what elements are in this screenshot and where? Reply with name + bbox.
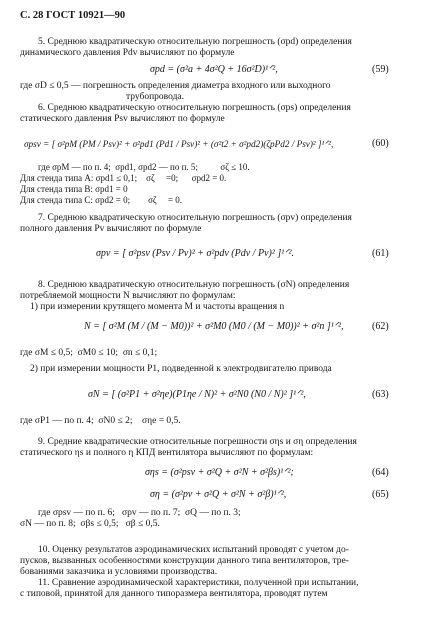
para8-line6: где σP1 — по п. 4; σN0 ≤ 2; σηe = 0,5.	[20, 416, 181, 426]
para10-line1: 10. Оценку результатов аэродинамических испытаний проводят с учетом до-	[38, 545, 349, 555]
para9-line1: 9. Средние квадратические относительные погрешности σηs и ση определения	[38, 437, 357, 447]
formula-65-number: (65)	[372, 489, 389, 500]
para8-line5: 2) при измерении мощности P1, подведенной к электродвигателю привода	[30, 364, 332, 374]
formula-64-number: (64)	[372, 467, 389, 478]
formula-65: ση = (σ²pv + σ²Q + σ²N + σ²β)¹ᐟ²,	[150, 489, 287, 500]
page-header: С. 28 ГОСТ 10921—90	[20, 10, 126, 21]
formula-61: σpv = [ σ²psv (Psv / Pv)² + σ²pdv (Pdv / Pv)² ]¹ᐟ².	[96, 248, 294, 259]
para5-line4: трубопровода.	[126, 92, 185, 102]
para5-line1: 5. Среднюю квадратическую относительную погрешность (σpd) определения	[38, 37, 352, 47]
para10-line2: пусков, вызванных особенностями конструкции данного типа вентиляторов, тре-	[20, 556, 349, 566]
formula-63: σN = [ (σ²P1 + σ²ηe)(P1ηe / N)² + σ²N0 (N0 / N)² ]¹ᐟ²,	[88, 389, 306, 400]
para5-line3: где σD ≤ 0,5 — погрешность определения диаметра входного или выходного	[20, 81, 331, 91]
para8-line4: где σM ≤ 0,5; σM0 ≤ 10; σn ≤ 0,1;	[20, 348, 158, 358]
para6-line4: Для стенда типа А: σpd1 ≤ 0,1; σζ =0; σpd2 = 0.	[20, 173, 227, 183]
para7-line1: 7. Среднюю квадратическую относительную погрешность (σpv) определения	[38, 213, 352, 223]
para8-line2: потребляемой мощности N вычисляют по формулам:	[20, 291, 236, 301]
para10-line3: бованиями заказчика и условиями производства.	[20, 567, 218, 577]
para6-line1: 6. Среднюю квадратическую относительную погрешность (σps) определения	[38, 103, 351, 113]
formula-59-number: (59)	[372, 64, 389, 75]
formula-60-number: (60)	[372, 138, 389, 149]
para6-line5: Для стенда типа В: σpd1 = 0	[20, 184, 128, 194]
formula-59: σpd = (σ²a + 4σ²Q + 16σ²D)¹ᐟ²,	[150, 64, 278, 75]
formula-61-number: (61)	[372, 248, 389, 259]
para7-line2: полного давления Pv вычисляют по формуле	[20, 224, 202, 234]
para9-line3: где σpsv — по п. 6; σpv — по п. 7; σQ — по п. 3;	[38, 508, 241, 518]
para9-line2: статического ηs и полного η КПД вентилятора вычисляют по формулам:	[20, 448, 314, 458]
formula-62: N = [ σ²M (M / (M − M0))² + σ²M0 (M0 / (M − M0))² + σ²n ]¹ᐟ²,	[84, 321, 344, 332]
formula-62-number: (62)	[372, 321, 389, 332]
para8-line3: 1) при измерении крутящего момента M и частоты вращения n	[30, 302, 285, 312]
formula-60: σpsv = [ σ²pM (PM / Psv)² + σ²pd1 (Pd1 / Psv)² + (σ²t2 + σ²pd2)(ζpPd2 / Psv)² ]¹ᐟ²,	[24, 139, 334, 149]
para11-line2: с типовой, принятой для данного типоразмера вентилятора, проводят путем	[20, 589, 328, 599]
formula-64: σηs = (σ²psv + σ²Q + σ²N + σ²βs)¹ᐟ²;	[145, 467, 294, 478]
formula-63-number: (63)	[372, 389, 389, 400]
para9-line4: σN — по п. 8; σβs ≤ 0,5; σβ ≤ 0,5.	[20, 519, 160, 529]
para6-line2: статического давления Psv вычисляют по формуле	[20, 114, 225, 124]
para5-line2: динамического давления Pdv вычисляют по формуле	[20, 48, 235, 58]
para6-line6: Для стенда типа С: σpd2 = 0; σζ = 0.	[20, 195, 182, 205]
para6-line3: где σpM — по п. 4; σpd1, σpd2 — по п. 5; σζ ≤ 10.	[38, 162, 250, 172]
para8-line1: 8. Среднюю квадратическую относительную погрешность (σN) определения	[38, 280, 350, 290]
para11-line1: 11. Сравнение аэродинамической характеристики, полученной при испытании,	[38, 578, 359, 588]
